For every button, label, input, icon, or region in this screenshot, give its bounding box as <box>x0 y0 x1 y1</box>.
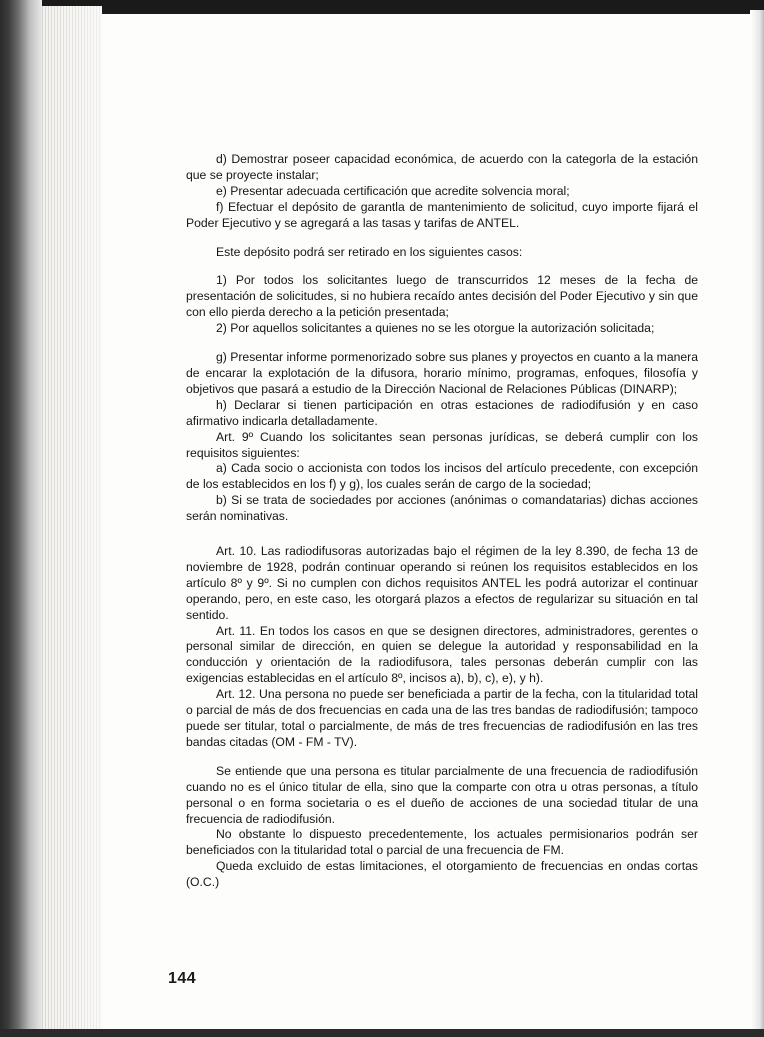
page-number: 144 <box>168 970 197 987</box>
paragraph-art-12: Art. 12. Una persona no puede ser beneficiada a partir de la fecha, con la titularidad total o parcial de más de dos frecuencias en cada una de las tres bandas de radiodifusión; tampoco puede ser titular, total o parcialmente, de más de tres frecuencias de radiodifusión en las tres bandas citadas (OM - FM - TV). <box>186 687 698 749</box>
paragraph-deposit: Este depósito podrá ser retirado en los siguientes casos: <box>216 244 523 259</box>
scan-border-bottom <box>0 1029 764 1037</box>
page-edges <box>42 6 102 1030</box>
paragraph-case-2: 2) Por aquellos solicitantes a quienes no se les otorgue la autorización solicitada; <box>216 321 655 336</box>
paragraph-h: h) Declarar si tienen participación en otras estaciones de radiodifusión y en caso afirmativo indicarla detalladamente. <box>186 397 698 428</box>
paragraph-art-9-a: a) Cada socio o accionista con todos los incisos del artículo precedente, con excepción de los establecidos en los f) y g), los cuales serán de cargo de la sociedad; <box>186 461 698 492</box>
paragraph-fm-exception: No obstante lo dispuesto precedentemente, los actuales permisionarios podrán ser beneficiados con la titularidad total o parcial de una frecuencia de FM. <box>186 827 698 858</box>
paragraph-partial-title: Se entiende que una persona es titular parcialmente de una frecuencia de radiodifusión cuando no es el único titular de ella, sino que la comparte con otra u otras personas, a título personal o en forma societaria o es el dueño de acciones de una sociedad titular de una frecuencia de radiodifusión. <box>186 763 698 826</box>
paragraph-d: d) Demostrar poseer capacidad económica, de acuerdo con la categorla de la estación que se proyecte instalar; <box>186 152 698 182</box>
book-page <box>102 14 750 1030</box>
paragraph-case-1: 1) Por todos los solicitantes luego de transcurridos 12 meses de la fecha de presentación de solicitudes, si no hubiera recaído antes decisión del Poder Ejecutivo y sin que con ello pierda derecho a la petición presentada; <box>186 273 698 320</box>
paragraph-g: g) Presentar informe pormenorizado sobre sus planes y proyectos en cuanto a la manera de encarar la explotación de la difusora, horario mínimo, programas, enfoques, filosofía y objetivos que pasará a estudio de la Dirección Nacional de Relaciones Públicas (DINARP); <box>186 350 698 396</box>
scan-border-top <box>0 0 764 14</box>
paragraph-e: e) Presentar adecuada certificación que acredite solvencia moral; <box>216 183 570 198</box>
paragraph-art-10: Art. 10. Las radiodifusoras autorizadas bajo el régimen de la ley 8.390, de fecha 13 de noviembre de 1928, podrán continuar operando si reúnen los requisitos establecidos en los artículo 8º y 9º. Si no cumplen con dichos requisitos ANTEL les podrá autorizar el continuar operando, pero, en este caso, les otorgará plazos a efectos de regularizar su situación en tal sentido. <box>186 544 698 622</box>
paragraph-oc-exclusion: Queda excluido de estas limitaciones, el otorgamiento de frecuencias en ondas cortas (O.C.) <box>186 859 698 890</box>
paragraph-art-11: Art. 11. En todos los casos en que se designen directores, administradores, gerentes o personal similar de dirección, en quien se delegue la autoridad y responsabilidad en la conducción y orientación de la radiodifusora, tales personas deberán cumplir con las exigencias establecidas en el artículo 8º, incisos a), b), c), e), y h). <box>186 623 698 686</box>
book-spine-shadow <box>0 0 42 1037</box>
paragraph-f: f) Efectuar el depósito de garantla de mantenimiento de solicitud, cuyo importe fijará el Poder Ejecutivo y se agregará a las tasas y tarifas de ANTEL. <box>186 199 698 230</box>
body-text <box>186 152 698 891</box>
paragraph-art-9-b: b) Si se trata de sociedades por acciones (anónimas o comandatarias) dichas acciones serán nominativas. <box>186 493 698 524</box>
page-right-shadow <box>750 10 764 1030</box>
paragraph-art-9: Art. 9º Cuando los solicitantes sean personas jurídicas, se deberá cumplir con los requisitos siguientes: <box>186 429 698 460</box>
